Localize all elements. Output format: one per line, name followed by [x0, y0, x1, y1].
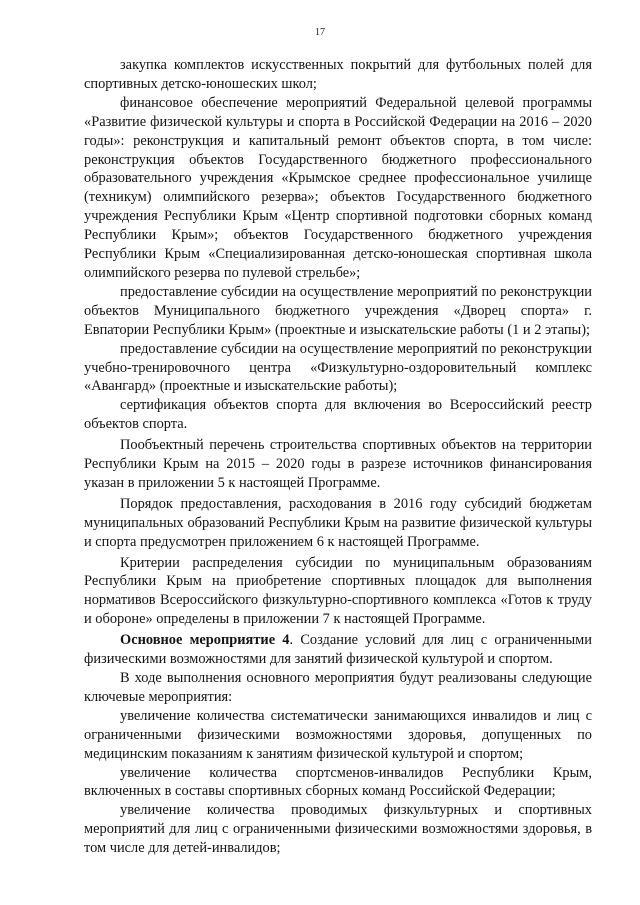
- paragraph-object-list: Пообъектный перечень строительства спортивных объектов на территории Республики Крым на 2015 – 2020 годы в разрезе источников финансирования указан в приложении 5 к настоящей Программе.: [84, 437, 592, 491]
- paragraph-subsidy-order: Порядок предоставления, расходования в 2016 году субсидий бюджетам муниципальных образований Республики Крым на развитие физической культуры и спорта предусмотрен приложением 6 к настоящей Программе.: [84, 495, 592, 550]
- paragraph-increase-disabled-athletes: увеличение количества систематически занимающихся инвалидов и лиц с ограниченными физическими возможностями здоровья, допущенных по медицинским показаниям к занятиям физической культурой и спортом;: [84, 707, 592, 762]
- paragraph-main-activity-4: [84, 631, 592, 669]
- paragraph-certification: сертификация объектов спорта для включения во Всероссийский реестр объектов спорта.: [84, 397, 592, 433]
- main-activity-heading: Основное мероприятие 4: [120, 632, 290, 649]
- main-activity-text: . Создание условий для лиц с ограниченными физическими возможностями для занятий физической культурой и спортом.: [84, 632, 592, 668]
- paragraph-increase-events: увеличение количества проводимых физкультурных и спортивных мероприятий для лиц с ограниченными физическими возможностями здоровья, в том числе для детей-инвалидов;: [84, 802, 592, 857]
- paragraph-key-activities-intro: В ходе выполнения основного мероприятия будут реализованы следующие ключевые мероприятия:: [84, 670, 592, 705]
- paragraph-increase-national-team: увеличение количества спортсменов-инвалидов Республики Крым, включенных в составы спортивных сборных команд Российской Федерации;: [84, 764, 592, 800]
- paragraph-federal-program: финансовое обеспечение мероприятий Федеральной целевой программы «Развитие физической культуры и спорта в Российской Федерации на 2016 – 2020 годы»: реконструкция и капитальный ремонт объектов спорта, в том числе: реконструкция объектов Государственного бюджетного профессионального образовательного учреждения «Крымское среднее профессиональное училище (техникум) олимпийского резерва»; объектов Государственного бюджетного учреждения Республики Крым «Центр спортивной подготовки сборных команд Республики Крым»; объектов Государственного бюджетного учреждения Республики Крым «Специализированная детско-юношеская спортивная школа олимпийского резерва по пулевой стрельбе»;: [84, 94, 592, 281]
- document-body: [84, 56, 592, 858]
- paragraph-distribution-criteria: Критерии распределения субсидии по муниципальным образованиям Республики Крым на приобретение спортивных площадок для выполнения нормативов Всероссийского физкультурно-спортивного комплекса «Готов к труду и обороне» определены в приложении 7 к настоящей Программе.: [84, 554, 592, 628]
- page-number: 17: [315, 27, 325, 38]
- paragraph-artificial-turf: закупка комплектов искусственных покрытий для футбольных полей для спортивных детско-юношеских школ;: [84, 57, 592, 92]
- paragraph-subsidy-evpatoria: предоставление субсидии на осуществление мероприятий по реконструкции объектов Муниципального бюджетного учреждения «Дворец спорта» г. Евпатории Республики Крым» (проектные и изыскательские работы (1 и 2 этапы);: [84, 283, 592, 338]
- paragraph-subsidy-avangard: предоставление субсидии на осуществление мероприятий по реконструкции учебно-тренировочного центра «Физкультурно-оздоровительный комплекс «Авангард» (проектные и изыскательские работы);: [84, 340, 592, 395]
